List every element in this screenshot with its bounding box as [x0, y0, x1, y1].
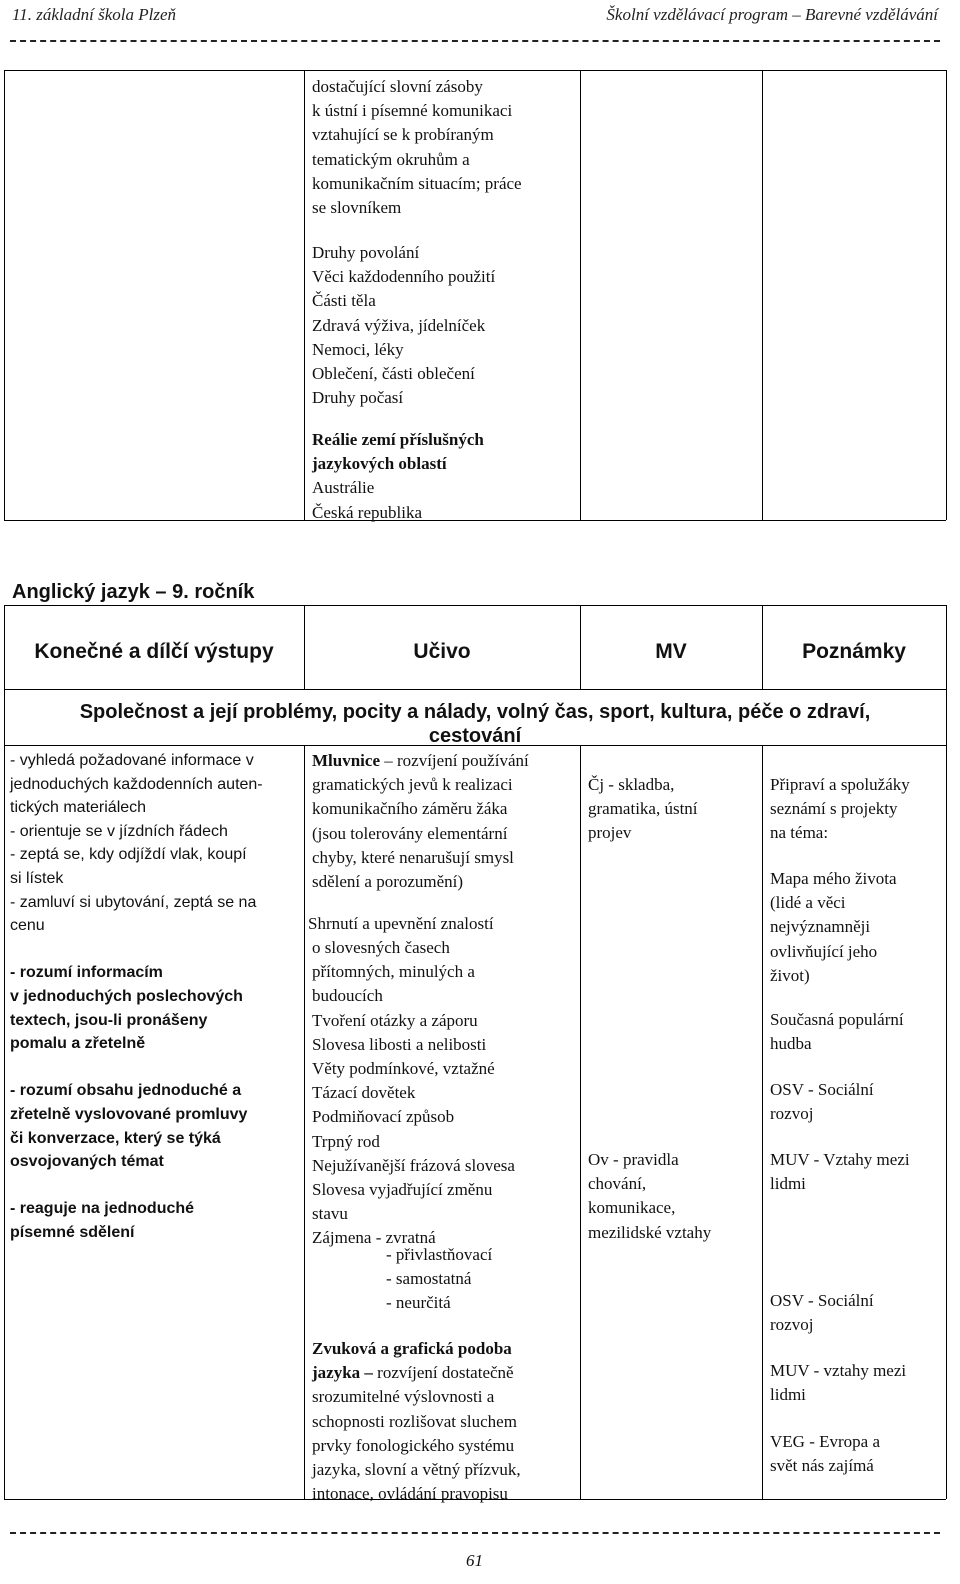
- topic-list: Druhy povolání Věci každodenního použití Části těla Zdravá výživa, jídelníček Nemoci, léky Oblečení, části oblečení Druhy počasí: [312, 243, 496, 408]
- notes-project-life-map: Mapa mého života (lidé a věci nejvýznamněji ovlivňující jeho život): [770, 869, 897, 985]
- notes-veg: VEG - Evropa a svět nás zajímá: [770, 1432, 880, 1476]
- mv-civics: Ov - pravidla chování, komunikace, mezilidské vztahy: [588, 1150, 712, 1242]
- col-header-curriculum: Učivo: [413, 640, 471, 663]
- notes-muv-2: MUV - vztahy mezi lidmi: [770, 1361, 907, 1405]
- mv-czech: Čj - skladba, gramatika, ústní projev: [588, 775, 698, 843]
- page-number: 61: [466, 1551, 483, 1570]
- topic-row: Společnost a její problémy, pocity a nálady, volný čas, sport, kultura, péče o zdraví, cestování: [79, 701, 871, 747]
- footer-divider: [10, 1532, 940, 1534]
- curriculum-phonology: Zvuková a grafická podoba jazyka – rozvíjení dostatečně srozumitelné výslovnosti a schopnosti rozlišovat sluchem prvky fonologického systému jazyka, slovní a větný přízvuk, intonace, ovládání pravopisu: [312, 1339, 521, 1504]
- curriculum-revision-list: o slovesných časech přítomných, minulých a budoucích Tvoření otázky a záporu Slovesa libosti a nelibosti Věty podmínkové, vztažné Tázací dovětek Podmiňovací způsob Trpný rod Nejužívanější frázová slovesa Slovesa vyjadřující změnu stavu Zájmena - zvratná: [312, 938, 515, 1248]
- curriculum-revision: Shrnutí a upevnění znalostí: [308, 914, 494, 933]
- header-school-name: 11. základní škola Plzeň: [12, 5, 176, 24]
- outcomes-group-1: - vyhledá požadované informace v jednoduchých každodenních auten- tických materiálech - orientuje se v jízdních řádech - zeptá se, kdy odjíždí vlak, koupí si lístek - zamluví si ubytování, zeptá se na cenu: [10, 752, 263, 935]
- curriculum-grammar: Mluvnice – rozvíjení používání gramatických jevů k realizaci komunikačního záměru žáka (jsou tolerovány elementární chyby, které nenarušují smysl sdělení a porozumění): [312, 751, 529, 892]
- section-title: Anglický jazyk – 9. ročník: [12, 581, 255, 603]
- outcomes-group-3: - rozumí obsahu jednoduché a zřetelně vyslovované promluvy či konverzace, který se týká osvojovaných témat: [10, 1082, 248, 1171]
- notes-muv-1: MUV - Vztahy mezi lidmi: [770, 1150, 910, 1194]
- outcomes-group-4: - reaguje na jednoduché písemné sdělení: [10, 1200, 195, 1241]
- header-divider: [10, 40, 940, 42]
- header-program-title: Školní vzdělávací program – Barevné vzdělávání: [606, 5, 938, 24]
- vocab-text: dostačující slovní zásoby k ústní i písemné komunikaci vztahující se k probíraným tematickým okruhům a komunikačním situacím; práce se slovníkem: [312, 77, 522, 218]
- col-header-mv: MV: [655, 640, 687, 663]
- curriculum-pronouns: - přivlastňovací - samostatná - neurčitá: [386, 1245, 493, 1313]
- notes-osv-1: OSV - Sociální rozvoj: [770, 1080, 874, 1124]
- outcomes-column: [10, 749, 263, 1244]
- realia-block: Reálie zemí příslušných jazykových oblastí Austrálie Česká republika: [312, 430, 484, 522]
- notes-osv-2: OSV - Sociální rozvoj: [770, 1291, 874, 1335]
- notes-project-music: Současná populární hudba: [770, 1010, 904, 1054]
- col-header-notes: Poznámky: [802, 640, 906, 663]
- notes-intro: Připraví a spolužáky seznámí s projekty na téma:: [770, 775, 910, 843]
- outcomes-group-2: - rozumí informacím v jednoduchých poslechových textech, jsou-li pronášeny pomalu a zřetelně: [10, 964, 243, 1053]
- col-header-outcomes: Konečné a dílčí výstupy: [34, 640, 274, 663]
